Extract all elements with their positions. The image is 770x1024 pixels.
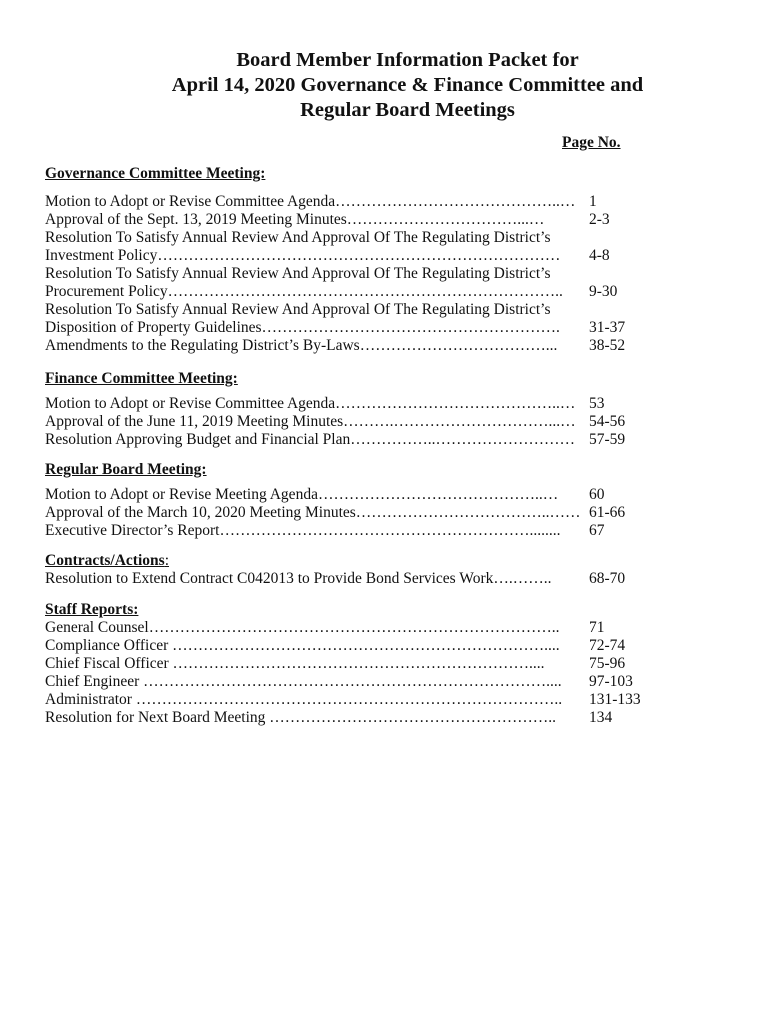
item-label: Motion to Adopt or Revise Committee Agenda……………………………………..… <box>45 193 576 210</box>
item-label: General Counsel…………………………………………………………………….. <box>45 619 560 636</box>
agenda-item <box>45 619 705 637</box>
staff-reports-section <box>45 601 705 727</box>
title-line-3: Regular Board Meetings <box>300 99 515 121</box>
contracts-heading <box>45 552 705 570</box>
agenda-item <box>45 301 705 319</box>
item-page: 131-133 <box>589 691 641 708</box>
item-page: 31-37 <box>589 319 626 336</box>
agenda-item <box>45 522 705 540</box>
item-page: 38-52 <box>589 337 626 354</box>
item-label: Motion to Adopt or Revise Committee Agenda……………………………………..… <box>45 395 576 412</box>
agenda-item <box>45 637 705 655</box>
item-label: Disposition of Property Guidelines…………………………………………………. <box>45 319 560 336</box>
governance-section <box>45 165 705 355</box>
item-page: 71 <box>589 619 605 636</box>
regular-board-heading: Regular Board Meeting: <box>45 461 207 478</box>
item-label: Motion to Adopt or Revise Meeting Agenda……………………………………..… <box>45 486 559 503</box>
item-label: Resolution for Next Board Meeting ……………………………………………….. <box>45 709 557 726</box>
governance-heading: Governance Committee Meeting: <box>45 165 266 182</box>
item-page: 54-56 <box>589 413 626 430</box>
title-line-1: Board Member Information Packet for <box>236 49 579 71</box>
item-label: Approval of the March 10, 2020 Meeting Minutes………………………………..…… <box>45 504 581 521</box>
title-line-2: April 14, 2020 Governance & Finance Committee and <box>171 74 644 96</box>
item-label: Investment Policy…………………………………………………………………… <box>45 247 561 264</box>
item-page: 9-30 <box>589 283 618 300</box>
item-page: 67 <box>589 522 605 539</box>
agenda-item <box>45 265 705 283</box>
agenda-item <box>45 673 705 691</box>
agenda-item <box>45 211 705 229</box>
document-title <box>0 48 770 123</box>
item-page: 57-59 <box>589 431 626 448</box>
item-label: Resolution To Satisfy Annual Review And Approval Of The Regulating District’s <box>45 265 551 282</box>
agenda-item <box>45 504 705 522</box>
agenda-item <box>45 486 705 504</box>
item-page: 75-96 <box>589 655 626 672</box>
finance-heading: Finance Committee Meeting: <box>45 370 238 387</box>
item-page: 4-8 <box>589 247 610 264</box>
finance-section <box>45 370 705 449</box>
item-label: Procurement Policy………………………………………………………………….. <box>45 283 563 300</box>
item-label: Chief Fiscal Officer …………………………………………………………….... <box>45 655 545 672</box>
agenda-item <box>45 431 705 449</box>
item-label: Approval of the Sept. 13, 2019 Meeting Minutes……………………………...… <box>45 211 545 228</box>
agenda-item <box>45 319 705 337</box>
agenda-item <box>45 709 705 727</box>
item-page: 2-3 <box>589 211 610 228</box>
item-label: Executive Director’s Report……………………………………………………........ <box>45 522 561 539</box>
item-page: 60 <box>589 486 605 503</box>
agenda-item <box>45 337 705 355</box>
agenda-item <box>45 229 705 247</box>
agenda-item <box>45 283 705 301</box>
item-page: 72-74 <box>589 637 626 654</box>
agenda-item <box>45 395 705 413</box>
agenda-item <box>45 413 705 431</box>
item-page: 68-70 <box>589 570 626 587</box>
agenda-item <box>45 691 705 709</box>
item-page: 53 <box>589 395 605 412</box>
item-page: 61-66 <box>589 504 626 521</box>
item-label: Approval of the June 11, 2019 Meeting Minutes……….…………………………...… <box>45 413 576 430</box>
item-label: Administrator ……………………………………………………………………….. <box>45 691 563 708</box>
staff-reports-heading: Staff Reports: <box>45 601 139 618</box>
contracts-section <box>45 552 705 588</box>
agenda-item <box>45 655 705 673</box>
item-page: 134 <box>589 709 613 726</box>
item-label: Chief Engineer …………………………………………………………………….... <box>45 673 562 690</box>
regular-board-section <box>45 461 705 540</box>
item-label: Resolution To Satisfy Annual Review And Approval Of The Regulating District’s <box>45 301 551 318</box>
item-page: 1 <box>589 193 597 210</box>
page-number-header: Page No. <box>562 134 621 151</box>
contracts-heading-text: Contracts/Actions <box>45 552 165 569</box>
item-label: Resolution To Satisfy Annual Review And Approval Of The Regulating District’s <box>45 229 551 246</box>
agenda-item <box>45 247 705 265</box>
contracts-heading-colon: : <box>164 552 169 569</box>
item-page: 97-103 <box>589 673 633 690</box>
item-label: Amendments to the Regulating District’s By-Laws………………………………... <box>45 337 558 354</box>
item-label: Resolution to Extend Contract C042013 to Provide Bond Services Work….…….. <box>45 570 552 587</box>
agenda-item <box>45 193 705 211</box>
item-label: Compliance Officer ……………………………………………………………….... <box>45 637 560 654</box>
item-label: Resolution Approving Budget and Financial Plan……………..……………………… <box>45 431 575 448</box>
agenda-item <box>45 570 705 588</box>
